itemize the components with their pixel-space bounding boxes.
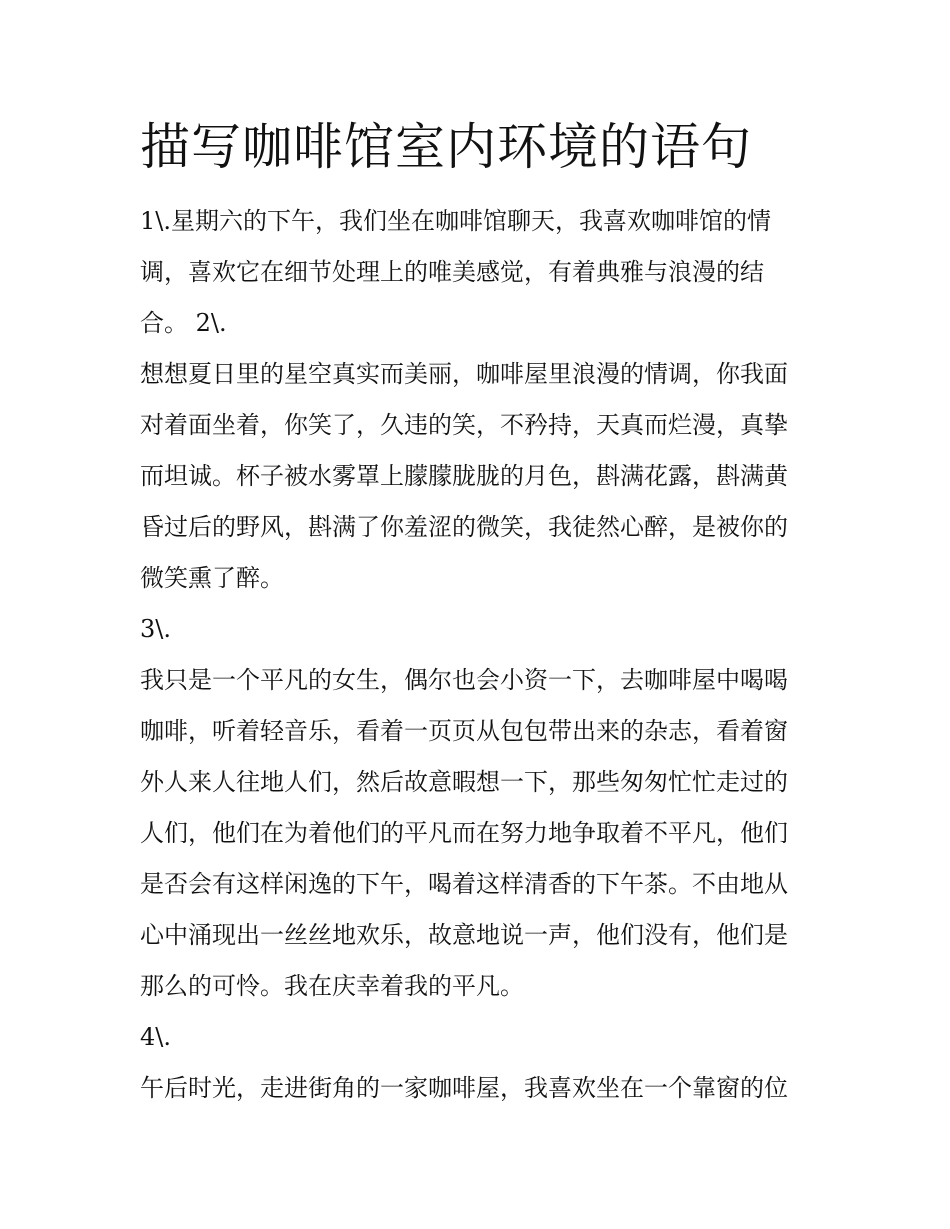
- text-line: 我只是一个平凡的女生，偶尔也会小资一下，去咖啡屋中喝喝: [140, 666, 788, 694]
- text-line: 调，喜欢它在细节处理上的唯美感觉，有着典雅与浪漫的结: [140, 258, 764, 286]
- text-line: 微笑熏了醉。: [140, 564, 284, 592]
- text-line: 昏过后的野风，斟满了你羞涩的微笑，我徒然心醉，是被你的: [140, 513, 788, 541]
- text-line: 咖啡，听着轻音乐，看着一页页从包包带出来的杂志，看着窗: [140, 717, 788, 745]
- text-line: 是否会有这样闲逸的下午，喝着这样清香的下午茶。不由地从: [140, 870, 788, 898]
- text-line: 1\.星期六的下午，我们坐在咖啡馆聊天，我喜欢咖啡馆的情: [140, 207, 771, 235]
- text-line: 对着面坐着，你笑了，久违的笑，不矜持，天真而烂漫，真挚: [140, 411, 788, 439]
- text-line: 合。 2\.: [140, 309, 227, 337]
- text-line: 外人来人往地人们，然后故意暇想一下，那些匆匆忙忙走过的: [140, 768, 788, 796]
- text-line: 那么的可怜。我在庆幸着我的平凡。: [140, 972, 524, 1000]
- text-line: 午后时光，走进街角的一家咖啡屋，我喜欢坐在一个靠窗的位: [140, 1074, 788, 1102]
- text-line: 人们，他们在为着他们的平凡而在努力地争取着不平凡，他们: [140, 819, 788, 847]
- text-line: 而坦诚。杯子被水雾罩上朦朦胧胧的月色，斟满花露，斟满黄: [140, 462, 788, 490]
- text-line: 4\.: [140, 1023, 171, 1051]
- text-line: 3\.: [140, 615, 171, 643]
- text-line: 想想夏日里的星空真实而美丽，咖啡屋里浪漫的情调，你我面: [140, 360, 788, 388]
- text-line: 心中涌现出一丝丝地欢乐，故意地说一声，他们没有，他们是: [140, 921, 788, 949]
- document-body: [140, 196, 820, 1114]
- document-title: 描写咖啡馆室内环境的语句: [140, 118, 752, 176]
